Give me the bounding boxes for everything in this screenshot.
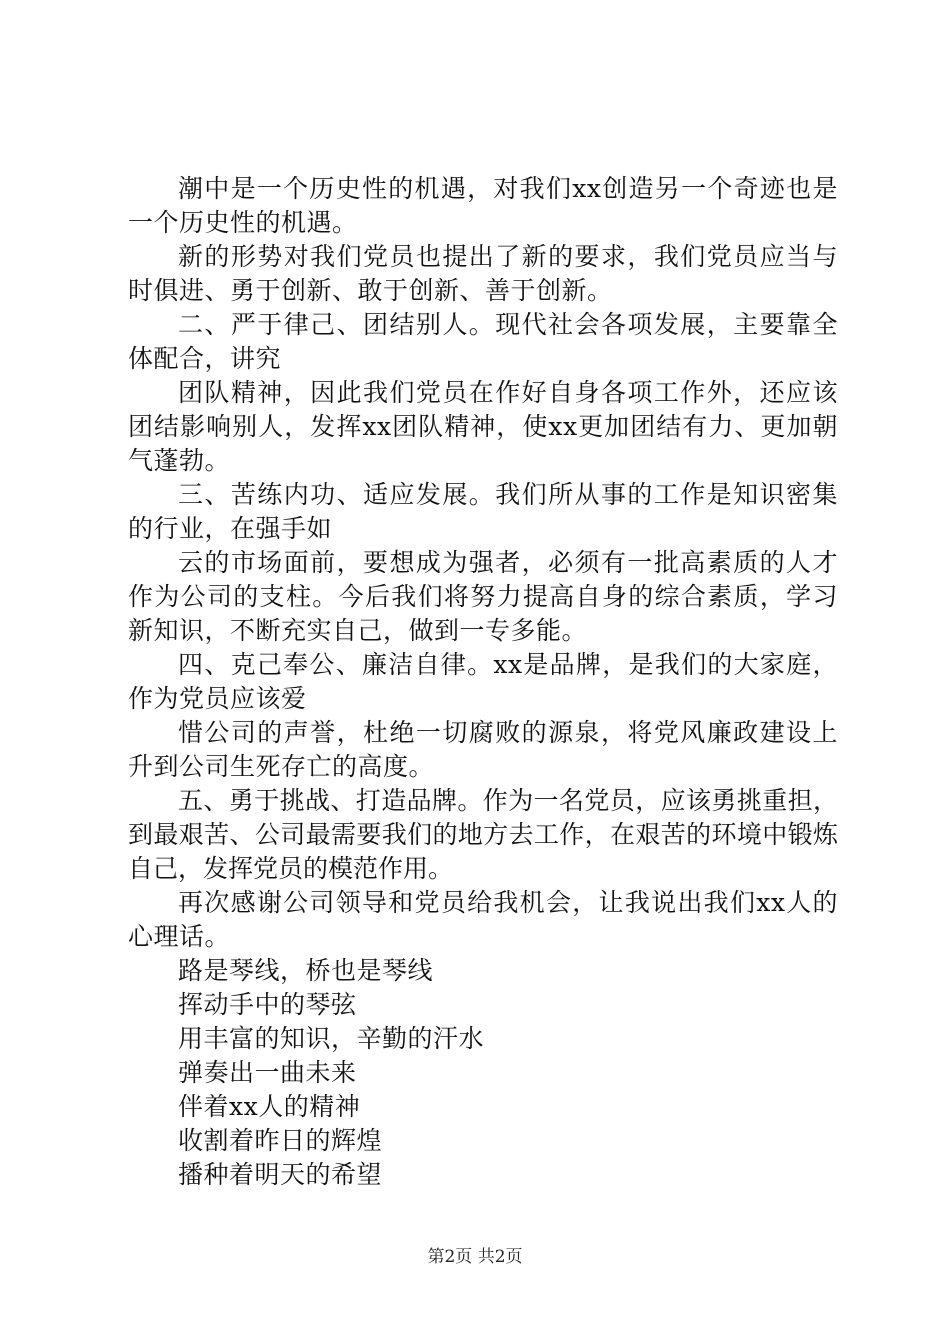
poem-line-7: 播种着明天的希望 (178, 1160, 383, 1189)
paragraph-3: 二、严于律己、团结别人。现代社会各项发展，主要靠全体配合，讲究 (128, 310, 838, 373)
poem-line-3: 用丰富的知识，辛勤的汗水 (178, 1024, 485, 1053)
page-number-footer: 第2页 共2页 (427, 1247, 523, 1267)
paragraph-2: 新的形势对我们党员也提出了新的要求，我们党员应当与时俱进、勇于创新、敢于创新、善于创新。 (128, 242, 838, 305)
paragraph-5: 三、苦练内功、适应发展。我们所从事的工作是知识密集的行业，在强手如 (128, 480, 838, 543)
paragraph-6: 云的市场面前，要想成为强者，必须有一批高素质的人才作为公司的支柱。今后我们将努力提高自身的综合素质，学习新知识，不断充实自己，做到一专多能。 (128, 548, 838, 645)
paragraph-9: 五、勇于挑战、打造品牌。作为一名党员，应该勇挑重担，到最艰苦、公司最需要我们的地方去工作，在艰苦的环境中锻炼自己，发挥党员的模范作用。 (128, 786, 838, 883)
poem-line-1: 路是琴线，桥也是琴线 (178, 956, 434, 985)
poem-line-4: 弹奏出一曲未来 (178, 1058, 357, 1087)
paragraph-10: 再次感谢公司领导和党员给我机会，让我说出我们xx人的心理话。 (128, 888, 838, 951)
document-body (128, 172, 838, 1192)
paragraph-1: 潮中是一个历史性的机遇，对我们xx创造另一个奇迹也是一个历史性的机遇。 (128, 174, 838, 237)
paragraph-4: 团队精神，因此我们党员在作好自身各项工作外，还应该团结影响别人，发挥xx团队精神，使xx更加团结有力、更加朝气蓬勃。 (128, 378, 838, 475)
poem-line-5: 伴着xx人的精神 (178, 1092, 361, 1121)
poem-line-2: 挥动手中的琴弦 (178, 990, 357, 1019)
poem-line-6: 收割着昨日的辉煌 (178, 1126, 383, 1155)
paragraph-7: 四、克己奉公、廉洁自律。xx是品牌，是我们的大家庭，作为党员应该爱 (128, 650, 838, 713)
paragraph-8: 惜公司的声誉，杜绝一切腐败的源泉，将党风廉政建设上升到公司生死存亡的高度。 (128, 718, 838, 781)
